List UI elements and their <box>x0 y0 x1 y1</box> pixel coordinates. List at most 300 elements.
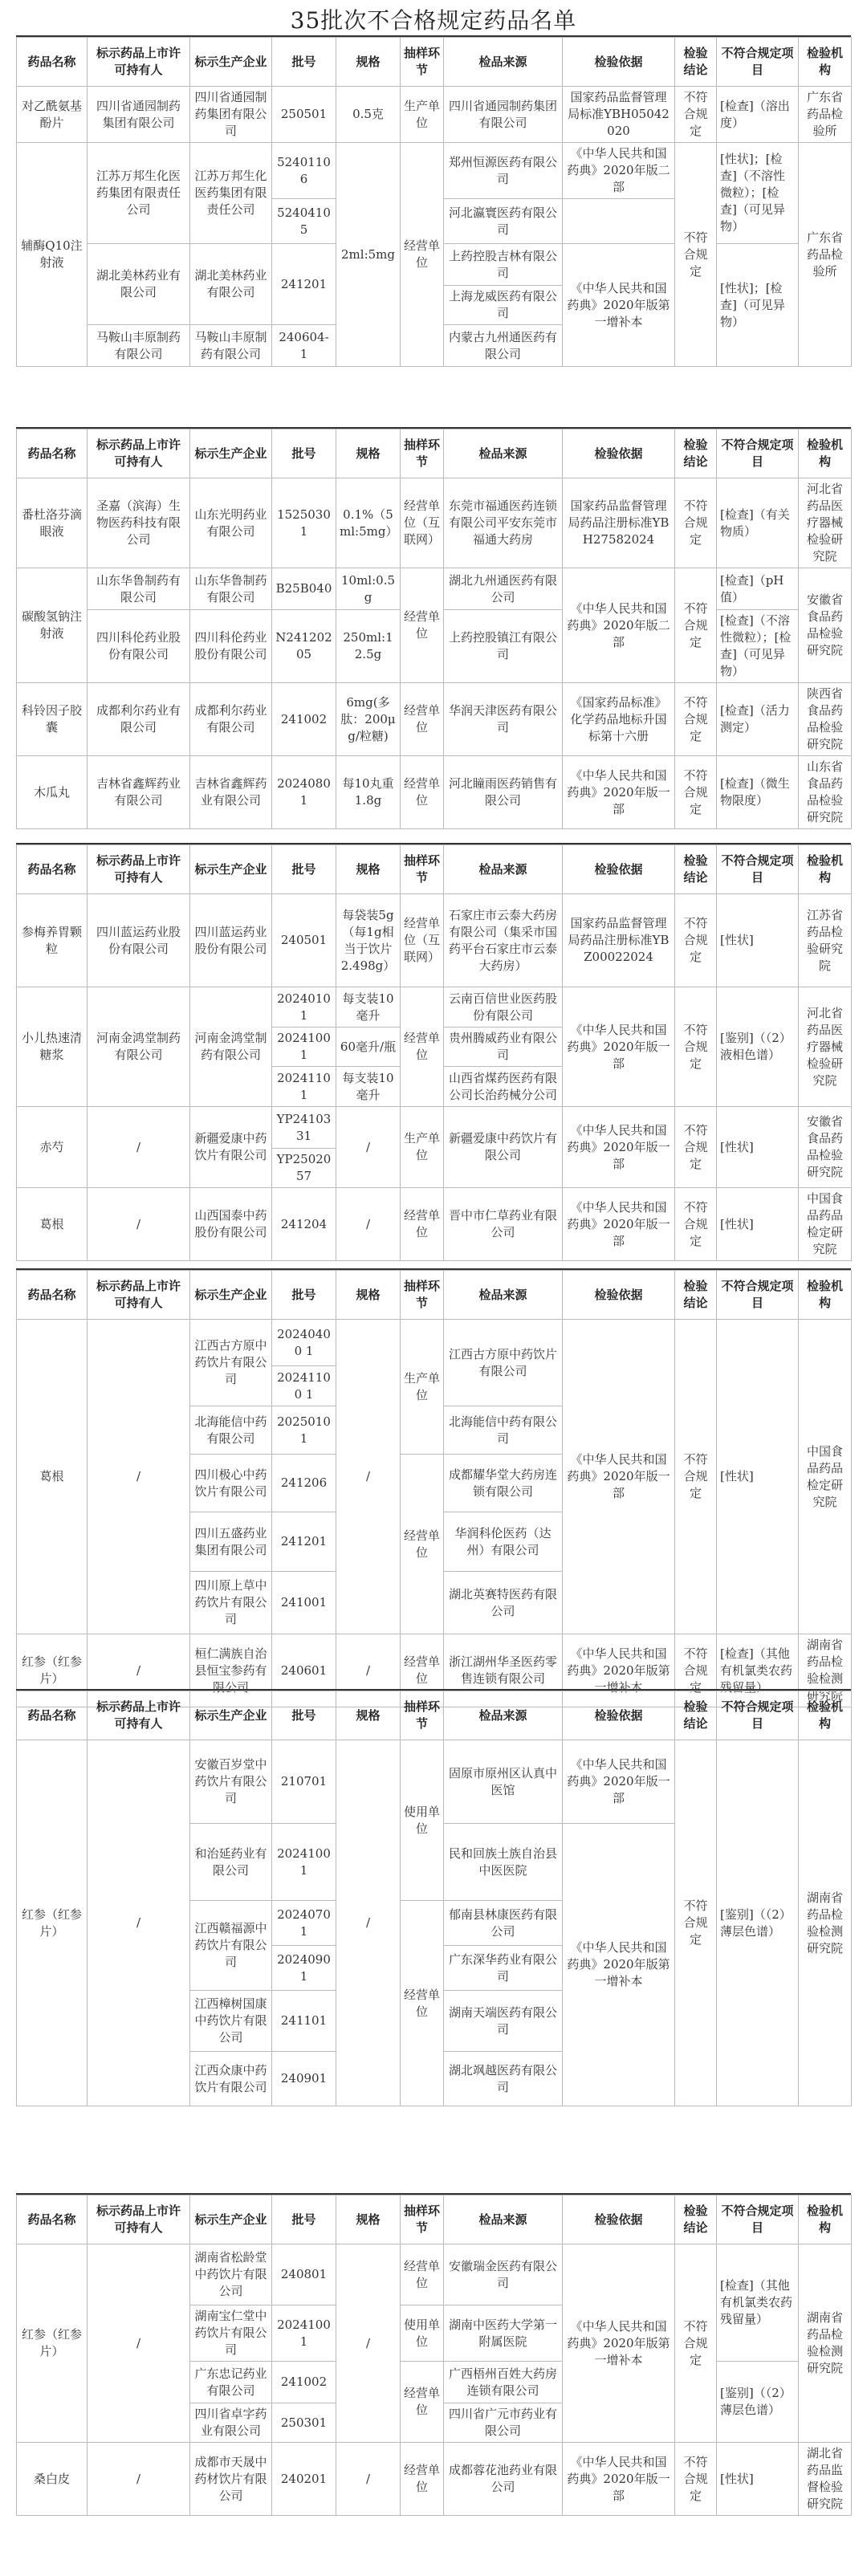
batch: 240501 <box>272 894 336 987</box>
sample-source: 贵州腾威药业有限公司 <box>444 1028 563 1067</box>
sample-source: 浙江湖州华圣医药零售连锁有限公司 <box>444 1634 563 1707</box>
test-basis: 国家药品监督管理局药品注册标准YBH27582024 <box>563 478 675 568</box>
batch: 240901 <box>272 2052 336 2106</box>
header-conclusion: 检验结论 <box>675 845 717 894</box>
test-basis <box>563 199 675 244</box>
sample-source: 成都蓉花池药业有限公司 <box>444 2443 563 2516</box>
table-row <box>17 1188 852 1261</box>
header-sample-source: 检品来源 <box>444 38 563 87</box>
header-batch: 批号 <box>272 38 336 87</box>
sample-source: 北海能信中药有限公司 <box>444 1406 563 1455</box>
sample-source: 四川省通园制药集团有限公司 <box>444 87 563 143</box>
sample-source: 晋中市仁草药业有限公司 <box>444 1188 563 1261</box>
mah: / <box>88 1188 190 1261</box>
sample-source: 郑州恒源医药有限公司 <box>444 143 563 199</box>
sampling-stage: 生产单位 <box>401 87 444 143</box>
header-drug-name: 药品名称 <box>17 1271 88 1320</box>
table-block-4 <box>16 1268 851 1707</box>
header-conclusion: 检验结论 <box>675 1691 717 1740</box>
manufacturer: 四川科伦药业股份有限公司 <box>190 610 272 683</box>
table-row <box>17 1320 852 1366</box>
table-block-5 <box>16 1689 851 2106</box>
sample-source: 江西古方原中药饮片有限公司 <box>444 1320 563 1406</box>
test-basis: 《中华人民共和国药典》2020年版二部 <box>563 143 675 199</box>
conclusion: 不符合规定 <box>675 87 717 143</box>
failed-item: [性状] <box>717 2443 799 2516</box>
spec: 每10丸重1.8g <box>336 756 401 829</box>
batch: 52404105 <box>272 199 336 244</box>
lab: 广东省药品检验所 <box>799 143 852 367</box>
batch: 20240901 <box>272 1946 336 1991</box>
lab: 广东省药品检验所 <box>799 87 852 143</box>
table-row <box>17 2244 852 2305</box>
header-batch: 批号 <box>272 429 336 478</box>
test-basis: 国家药品监督管理局药品注册标准YBZ00022024 <box>563 894 675 987</box>
batch: 20241001 <box>272 2305 336 2362</box>
header-test-basis: 检验依据 <box>563 38 675 87</box>
manufacturer: 吉林省鑫辉药业有限公司 <box>190 756 272 829</box>
result-table <box>16 37 852 367</box>
header-batch: 批号 <box>272 1691 336 1740</box>
lab: 湖南省药品检验检测研究院 <box>799 2244 852 2443</box>
header-mah: 标示药品上市许可持有人 <box>88 845 190 894</box>
result-table <box>16 844 852 1261</box>
batch: 241001 <box>272 1572 336 1634</box>
conclusion: 不符合规定 <box>675 1107 717 1188</box>
batch: 240801 <box>272 2244 336 2305</box>
table-row <box>17 894 852 987</box>
table-row <box>17 87 852 143</box>
drug-name: 对乙酰氨基酚片 <box>17 87 88 143</box>
sampling-stage: 经营单位（互联网） <box>401 478 444 568</box>
manufacturer: 山东光明药业有限公司 <box>190 478 272 568</box>
batch: 20240101 <box>272 987 336 1028</box>
test-basis: 《中华人民共和国药典》2020年版一部 <box>563 2443 675 2516</box>
manufacturer: 江西古方原中药饮片有限公司 <box>190 1320 272 1406</box>
header-sampling-stage: 抽样环节 <box>401 1271 444 1320</box>
header-conclusion: 检验结论 <box>675 2196 717 2244</box>
drug-name: 葛根 <box>17 1320 88 1634</box>
header-lab: 检验机构 <box>799 1271 852 1320</box>
table-block-2 <box>16 427 851 829</box>
failed-item: [性状]；[检查]（可见异物） <box>717 244 799 367</box>
mah: 四川省通园制药集团有限公司 <box>88 87 190 143</box>
header-spec: 规格 <box>336 38 401 87</box>
batch: 20241100 1 <box>272 1366 336 1406</box>
conclusion: 不符合规定 <box>675 683 717 756</box>
header-sample-source: 检品来源 <box>444 1271 563 1320</box>
conclusion: 不符合规定 <box>675 1320 717 1634</box>
header-lab: 检验机构 <box>799 845 852 894</box>
sampling-stage: 经营单位 <box>401 1188 444 1261</box>
sampling-stage: 经营单位 <box>401 568 444 683</box>
header-drug-name: 药品名称 <box>17 2196 88 2244</box>
manufacturer: 江西樟树国康中药饮片有限公司 <box>190 1991 272 2052</box>
manufacturer: 湖北美林药业有限公司 <box>190 244 272 325</box>
header-test-basis: 检验依据 <box>563 1691 675 1740</box>
manufacturer: 江西赣福源中药饮片有限公司 <box>190 1901 272 1991</box>
table-header-row <box>17 1691 852 1740</box>
manufacturer: 河南金鸿堂制药有限公司 <box>190 987 272 1107</box>
manufacturer: 四川省卓字药业有限公司 <box>190 2403 272 2443</box>
sample-source: 上海龙威医药有限公司 <box>444 286 563 325</box>
header-failed-item: 不符合规定项目 <box>717 1691 799 1740</box>
batch: 20240400 1 <box>272 1320 336 1366</box>
lab: 山东省食品药品检验研究院 <box>799 756 852 829</box>
header-failed-item: 不符合规定项目 <box>717 429 799 478</box>
sample-source: 华润科伦医药（达州）有限公司 <box>444 1512 563 1572</box>
lab: 河北省药品医疗器械检验研究院 <box>799 478 852 568</box>
sample-source: 郁南县林康医药有限公司 <box>444 1901 563 1946</box>
failed-item: [性状] <box>717 1320 799 1634</box>
lab: 中国食品药品检定研究院 <box>799 1188 852 1261</box>
failed-item: [性状]；[检查]（不溶性微粒）；[检查]（可见异物） <box>717 143 799 244</box>
batch: 240201 <box>272 2443 336 2516</box>
spec: 每支装10毫升 <box>336 1067 401 1107</box>
test-basis: 《中华人民共和国药典》2020年版一部 <box>563 1320 675 1634</box>
header-drug-name: 药品名称 <box>17 845 88 894</box>
spec: 250ml:12.5g <box>336 610 401 683</box>
spec: / <box>336 1740 401 2106</box>
header-manufacturer: 标示生产企业 <box>190 38 272 87</box>
batch: 20241101 <box>272 1067 336 1107</box>
mah: / <box>88 1107 190 1188</box>
header-mah: 标示药品上市许可持有人 <box>88 2196 190 2244</box>
sample-source: 广东深华药业有限公司 <box>444 1946 563 1991</box>
failed-item: [检查]（溶出度） <box>717 87 799 143</box>
table-header-row <box>17 1271 852 1320</box>
header-drug-name: 药品名称 <box>17 38 88 87</box>
mah: 马鞍山丰原制药有限公司 <box>88 325 190 367</box>
header-failed-item: 不符合规定项目 <box>717 2196 799 2244</box>
manufacturer: 广东忠记药业有限公司 <box>190 2362 272 2403</box>
sample-source: 安徽瑞金医药有限公司 <box>444 2244 563 2305</box>
failed-item: [检查]（有关物质） <box>717 478 799 568</box>
sample-source: 湖北九州通医药有限公司 <box>444 568 563 610</box>
header-manufacturer: 标示生产企业 <box>190 429 272 478</box>
spec: / <box>336 1188 401 1261</box>
manufacturer: 成都市天晟中药材饮片有限公司 <box>190 2443 272 2516</box>
batch: 241002 <box>272 2362 336 2403</box>
failed-item: [检查]（其他有机氯类农药残留量） <box>717 2244 799 2362</box>
batch: 250501 <box>272 87 336 143</box>
test-basis: 《国家药品标准》化学药品地标升国标第十六册 <box>563 683 675 756</box>
drug-name: 碳酸氢钠注射液 <box>17 568 88 683</box>
failed-item: [鉴别]（（2）液相色谱） <box>717 987 799 1107</box>
spec: 每袋装5g（每1g相当于饮片2.498g） <box>336 894 401 987</box>
header-sample-source: 检品来源 <box>444 429 563 478</box>
header-batch: 批号 <box>272 845 336 894</box>
lab: 河北省药品医疗器械检验研究院 <box>799 987 852 1107</box>
spec: 10ml:0.5g <box>336 568 401 610</box>
table-row <box>17 2443 852 2516</box>
table-row <box>17 143 852 199</box>
spec: 0.5克 <box>336 87 401 143</box>
conclusion: 不符合规定 <box>675 143 717 367</box>
batch: 52401106 <box>272 143 336 199</box>
batch: 241201 <box>272 1512 336 1572</box>
result-table <box>16 1270 852 1707</box>
spec: / <box>336 2244 401 2443</box>
table-block-6 <box>16 2193 851 2516</box>
test-basis: 《中华人民共和国药典》2020年版一部 <box>563 987 675 1107</box>
lab: 湖南省药品检验检测研究院 <box>799 1634 852 1707</box>
manufacturer: 新疆爱康中药饮片有限公司 <box>190 1107 272 1188</box>
spec: 2ml:5mg <box>336 143 401 367</box>
manufacturer: 马鞍山丰原制药有限公司 <box>190 325 272 367</box>
drug-name: 赤芍 <box>17 1107 88 1188</box>
header-manufacturer: 标示生产企业 <box>190 2196 272 2244</box>
sample-source: 民和回族土族自治县中医医院 <box>444 1824 563 1901</box>
result-table <box>16 1691 852 2106</box>
drug-name: 葛根 <box>17 1188 88 1261</box>
conclusion: 不符合规定 <box>675 478 717 568</box>
test-basis: 《中华人民共和国药典》2020年版一部 <box>563 1188 675 1261</box>
failed-item: [检查]（活力测定） <box>717 683 799 756</box>
manufacturer: 山西国泰中药股份有限公司 <box>190 1188 272 1261</box>
header-test-basis: 检验依据 <box>563 1271 675 1320</box>
header-sampling-stage: 抽样环节 <box>401 845 444 894</box>
batch: 20241001 <box>272 1028 336 1067</box>
table-row <box>17 478 852 568</box>
sampling-stage: 经营单位 <box>401 1455 444 1634</box>
lab: 湖北省药品监督检验研究院 <box>799 2443 852 2516</box>
spec: 6mg(多肽：200μg/粒糖) <box>336 683 401 756</box>
test-basis: 《中华人民共和国药典》2020年版第一增补本 <box>563 1634 675 1707</box>
failed-item: [鉴别]（（2）薄层色谱） <box>717 1740 799 2106</box>
mah: 江苏万邦生化医药集团有限责任公司 <box>88 143 190 244</box>
lab: 中国食品药品检定研究院 <box>799 1320 852 1634</box>
mah: 圣嘉（滨海）生物医药科技有限公司 <box>88 478 190 568</box>
manufacturer: 桓仁满族自治县恒宝参药有限公司 <box>190 1634 272 1707</box>
header-test-basis: 检验依据 <box>563 429 675 478</box>
spec: / <box>336 1320 401 1634</box>
test-basis: 《中华人民共和国药典》2020年版二部 <box>563 568 675 683</box>
header-spec: 规格 <box>336 845 401 894</box>
header-test-basis: 检验依据 <box>563 2196 675 2244</box>
sample-source: 成都耀华堂大药房连锁有限公司 <box>444 1455 563 1512</box>
spec: 0.1%（5ml:5mg） <box>336 478 401 568</box>
failed-item: [性状] <box>717 894 799 987</box>
manufacturer: 安徽百岁堂中药饮片有限公司 <box>190 1740 272 1824</box>
header-conclusion: 检验结论 <box>675 38 717 87</box>
mah: / <box>88 1320 190 1634</box>
sample-source: 河北瀛寰医药有限公司 <box>444 199 563 244</box>
table-row <box>17 683 852 756</box>
test-basis: 《中华人民共和国药典》2020年版第一增补本 <box>563 2244 675 2443</box>
drug-name: 小儿热速清糖浆 <box>17 987 88 1107</box>
sampling-stage: 经营单位 <box>401 683 444 756</box>
manufacturer: 北海能信中药有限公司 <box>190 1406 272 1455</box>
sampling-stage: 经营单位 <box>401 756 444 829</box>
sample-source: 内蒙古九州通医药有限公司 <box>444 325 563 367</box>
sample-source: 上药控股吉林有限公司 <box>444 244 563 286</box>
batch: 20240701 <box>272 1901 336 1946</box>
page-title: 35批次不合格规定药品名单 <box>290 7 577 34</box>
batch: 241101 <box>272 1991 336 2052</box>
header-sampling-stage: 抽样环节 <box>401 1691 444 1740</box>
batch: 241002 <box>272 683 336 756</box>
header-sampling-stage: 抽样环节 <box>401 2196 444 2244</box>
header-lab: 检验机构 <box>799 2196 852 2244</box>
batch: YP2410331 <box>272 1107 336 1149</box>
drug-name: 桑白皮 <box>17 2443 88 2516</box>
sampling-stage: 经营单位 <box>401 1901 444 2106</box>
result-table <box>16 429 852 829</box>
sample-source: 湖北英赛特医药有限公司 <box>444 1572 563 1634</box>
header-test-basis: 检验依据 <box>563 845 675 894</box>
batch: 241201 <box>272 244 336 325</box>
table-row <box>17 1740 852 1824</box>
sampling-stage: 使用单位 <box>401 1740 444 1901</box>
failed-item: [性状] <box>717 1107 799 1188</box>
manufacturer: 四川蓝运药业股份有限公司 <box>190 894 272 987</box>
drug-name: 参梅养胃颗粒 <box>17 894 88 987</box>
manufacturer: 四川极心中药饮片有限公司 <box>190 1455 272 1512</box>
lab: 江苏省药品检验研究院 <box>799 894 852 987</box>
manufacturer: 湖南宝仁堂中药饮片有限公司 <box>190 2305 272 2362</box>
sample-source: 华润天津医药有限公司 <box>444 683 563 756</box>
header-mah: 标示药品上市许可持有人 <box>88 1691 190 1740</box>
test-basis: 《中华人民共和国药典》2020年版第一增补本 <box>563 1824 675 2106</box>
batch: 250301 <box>272 2403 336 2443</box>
lab: 陕西省食品药品检验研究院 <box>799 683 852 756</box>
sampling-stage: 经营单位 <box>401 2362 444 2443</box>
batch: 20241001 <box>272 1824 336 1901</box>
test-basis: 《中华人民共和国药典》2020年版第一增补本 <box>563 244 675 367</box>
header-lab: 检验机构 <box>799 1691 852 1740</box>
test-basis: 《中华人民共和国药典》2020年版一部 <box>563 1740 675 1824</box>
failed-item: [检查]（不溶性微粒）；[检查]（可见异物） <box>717 610 799 683</box>
header-sampling-stage: 抽样环节 <box>401 38 444 87</box>
header-failed-item: 不符合规定项目 <box>717 845 799 894</box>
mah: / <box>88 2443 190 2516</box>
header-mah: 标示药品上市许可持有人 <box>88 1271 190 1320</box>
sample-source: 河北瞳雨医药销售有限公司 <box>444 756 563 829</box>
sampling-stage: 生产单位 <box>401 1107 444 1188</box>
sample-source: 湖北飒越医药有限公司 <box>444 2052 563 2106</box>
batch: 240601 <box>272 1634 336 1707</box>
table-header-row <box>17 429 852 478</box>
failed-item: [性状] <box>717 1188 799 1261</box>
drug-name: 红参（红参片） <box>17 1634 88 1707</box>
result-table <box>16 2195 852 2516</box>
header-sample-source: 检品来源 <box>444 1691 563 1740</box>
sample-source: 上药控股镇江有限公司 <box>444 610 563 683</box>
sampling-stage: 经营单位 <box>401 143 444 367</box>
header-failed-item: 不符合规定项目 <box>717 38 799 87</box>
sampling-stage: 使用单位 <box>401 2305 444 2362</box>
header-failed-item: 不符合规定项目 <box>717 1271 799 1320</box>
table-row <box>17 568 852 610</box>
manufacturer: 山东华鲁制药有限公司 <box>190 568 272 610</box>
test-basis: 《中华人民共和国药典》2020年版一部 <box>563 756 675 829</box>
table-header-row <box>17 38 852 87</box>
batch: 241204 <box>272 1188 336 1261</box>
failed-item: [检查]（微生物限度） <box>717 756 799 829</box>
conclusion: 不符合规定 <box>675 894 717 987</box>
header-batch: 批号 <box>272 2196 336 2244</box>
batch: N24120205 <box>272 610 336 683</box>
sample-source: 广西梧州百姓大药房连锁有限公司 <box>444 2362 563 2403</box>
mah: 成都利尔药业有限公司 <box>88 683 190 756</box>
header-batch: 批号 <box>272 1271 336 1320</box>
header-drug-name: 药品名称 <box>17 1691 88 1740</box>
header-spec: 规格 <box>336 429 401 478</box>
mah: 山东华鲁制药有限公司 <box>88 568 190 610</box>
lab: 安徽省食品药品检验研究院 <box>799 568 852 683</box>
drug-name: 红参（红参片） <box>17 1740 88 2106</box>
mah: 湖北美林药业有限公司 <box>88 244 190 325</box>
manufacturer: 成都利尔药业有限公司 <box>190 683 272 756</box>
batch: 15250301 <box>272 478 336 568</box>
spec: 每支装10毫升 <box>336 987 401 1028</box>
table-block-1 <box>16 35 851 367</box>
sampling-stage: 经营单位 <box>401 1634 444 1707</box>
header-sample-source: 检品来源 <box>444 845 563 894</box>
mah: / <box>88 1740 190 2106</box>
mah: 四川蓝运药业股份有限公司 <box>88 894 190 987</box>
drug-name: 番杜洛芬滴眼液 <box>17 478 88 568</box>
header-lab: 检验机构 <box>799 38 852 87</box>
conclusion: 不符合规定 <box>675 1634 717 1707</box>
header-spec: 规格 <box>336 1271 401 1320</box>
conclusion: 不符合规定 <box>675 568 717 683</box>
sample-source: 新疆爱康中药饮片有限公司 <box>444 1107 563 1188</box>
spec: / <box>336 1634 401 1707</box>
mah: 吉林省鑫辉药业有限公司 <box>88 756 190 829</box>
sample-source: 东莞市福通医药连锁有限公司平安东莞市福通大药房 <box>444 478 563 568</box>
sampling-stage: 生产单位 <box>401 1320 444 1455</box>
batch: 210701 <box>272 1740 336 1824</box>
lab: 湖南省药品检验检测研究院 <box>799 1740 852 2106</box>
mah: 河南金鸿堂制药有限公司 <box>88 987 190 1107</box>
manufacturer: 四川五盛药业集团有限公司 <box>190 1512 272 1572</box>
test-basis: 《中华人民共和国药典》2020年版一部 <box>563 1107 675 1188</box>
sample-source: 山西省煤药医药有限公司长治药械分公司 <box>444 1067 563 1107</box>
conclusion: 不符合规定 <box>675 2443 717 2516</box>
sample-source: 固原市原州区认真中医馆 <box>444 1740 563 1824</box>
spec: / <box>336 2443 401 2516</box>
conclusion: 不符合规定 <box>675 1188 717 1261</box>
drug-name: 木瓜丸 <box>17 756 88 829</box>
header-sample-source: 检品来源 <box>444 2196 563 2244</box>
manufacturer: 江苏万邦生化医药集团有限责任公司 <box>190 143 272 244</box>
failed-item: [检查]（pH值） <box>717 568 799 610</box>
drug-name: 科铃因子胶囊 <box>17 683 88 756</box>
header-drug-name: 药品名称 <box>17 429 88 478</box>
header-manufacturer: 标示生产企业 <box>190 845 272 894</box>
batch: YP2502057 <box>272 1149 336 1188</box>
sample-source: 石家庄市云泰大药房有限公司（集采市国药平台石家庄市云泰大药房） <box>444 894 563 987</box>
sampling-stage: 经营单位 <box>401 2244 444 2305</box>
batch: B25B040 <box>272 568 336 610</box>
table-row <box>17 1107 852 1149</box>
header-conclusion: 检验结论 <box>675 1271 717 1320</box>
failed-item: [鉴别]（（2）薄层色谱） <box>717 2362 799 2443</box>
mah: / <box>88 2244 190 2443</box>
sampling-stage: 经营单位 <box>401 987 444 1107</box>
header-spec: 规格 <box>336 1691 401 1740</box>
drug-name: 红参（红参片） <box>17 2244 88 2443</box>
batch: 241206 <box>272 1455 336 1512</box>
batch: 20240801 <box>272 756 336 829</box>
header-mah: 标示药品上市许可持有人 <box>88 429 190 478</box>
drug-name: 辅酶Q10注射液 <box>17 143 88 367</box>
table-block-3 <box>16 843 851 1261</box>
header-conclusion: 检验结论 <box>675 429 717 478</box>
mah: / <box>88 1634 190 1707</box>
